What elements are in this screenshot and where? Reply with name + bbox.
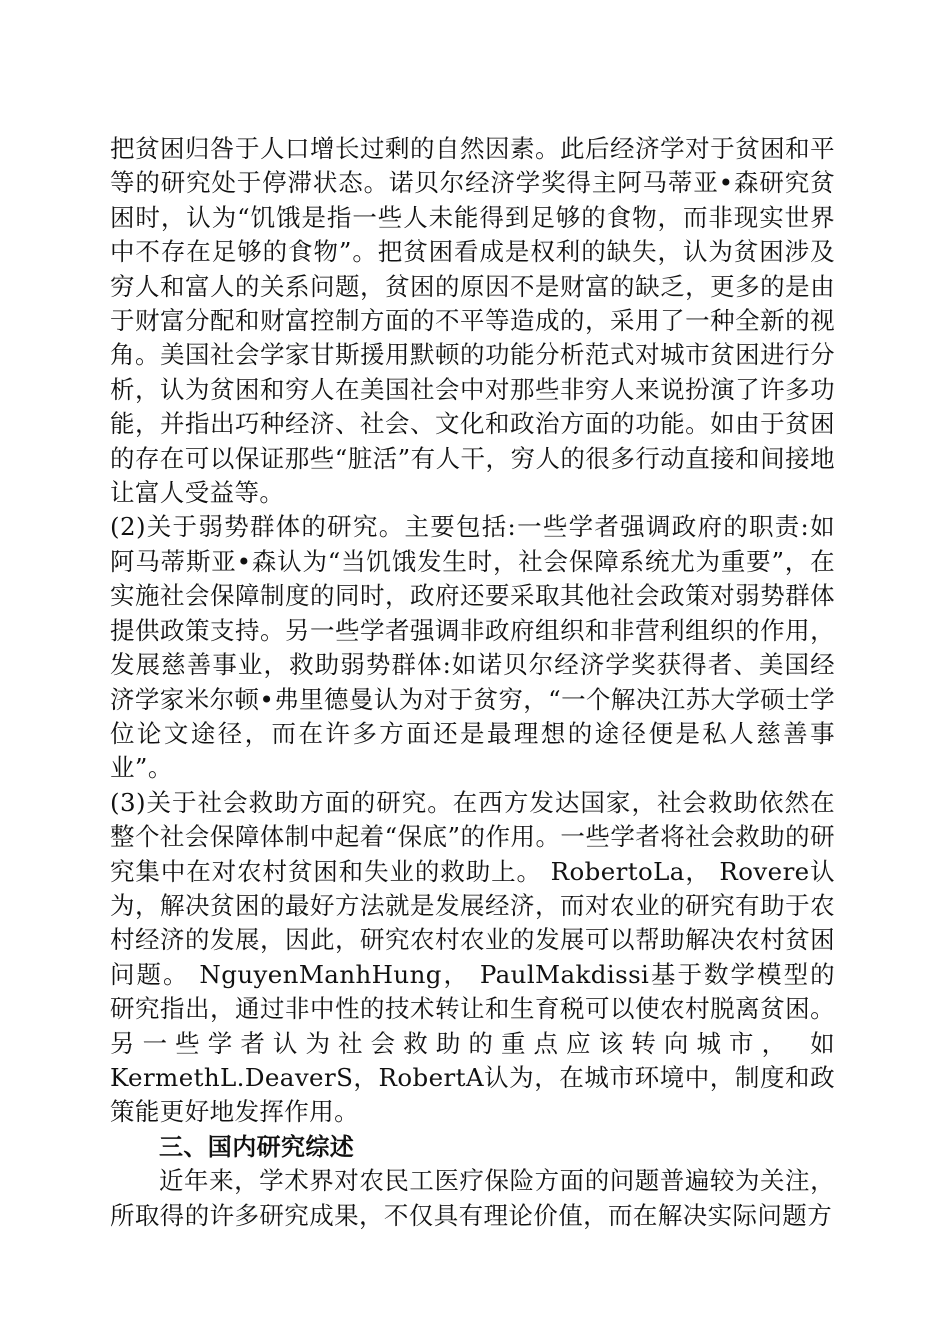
paragraph-poverty-research: 把贫困归咎于人口增长过剩的自然因素。此后经济学对于贫困和平等的研究处于停滞状态。诺贝尔经济学奖得主阿马蒂亚•森研究贫困时，认为“饥饿是指一些人未能得到足够的食物，而非现实世界中不存在足够的食物”。把贫困看成是权利的缺失，认为贫困涉及穷人和富人的关系问题，贫困的原因不是财富的缺乏，更多的是由于财富分配和财富控制方面的不平等造成的，采用了一种全新的视角。美国社会学家甘斯援用默顿的功能分析范式对城市贫困进行分析，认为贫困和穷人在美国社会中对那些非穷人来说扮演了许多功能，并指出巧种经济、社会、文化和政治方面的功能。如由于贫困的存在可以保证那些“脏活”有人干，穷人的很多行动直接和间接地让富人受益等。 xyxy=(110,134,835,508)
document-page xyxy=(110,132,835,1233)
paragraph-social-assistance: (3)关于社会救助方面的研究。在西方发达国家，社会救助依然在整个社会保障体制中起着“保底”的作用。一些学者将社会救助的研究集中在对农村贫困和失业的救助上。 RobertoLa， Rovere认为，解决贫困的最好方法就是发展经济，而对农业的研究有助于农村经济的发展，因此，研究农村农业的发展可以帮助解决农村贫困问题。 NguyenManhHung， PaulMakdissi基于数学模型的研究指出，通过非中性的技术转让和生育税可以使农村脱离贫困。另一些学者认为社会救助的重点应该转向城市， 如KermethL.DeaverS，RobertA认为，在城市环境中，制度和政策能更好地发挥作用。 xyxy=(110,787,835,1127)
section-heading-domestic-review: 三、国内研究综述 xyxy=(159,1132,355,1161)
paragraph-domestic-review: 近年来，学术界对农民工医疗保险方面的问题普遍较为关注，所取得的许多研究成果，不仅具有理论价值，而在解决实际问题方 xyxy=(110,1166,835,1230)
paragraph-vulnerable-groups: (2)关于弱势群体的研究。主要包括:一些学者强调政府的职责:如阿马蒂斯亚•森认为“当饥饿发生时，社会保障系统尤为重要”，在实施社会保障制度的同时，政府还要采取其他社会政策对弱势群体提供政策支持。另一些学者强调非政府组织和非营利组织的作用，发展慈善事业，救助弱势群体:如诺贝尔经济学奖获得者、美国经济学家米尔顿•弗里德曼认为对于贫穷，“一个解决江苏大学硕士学位论文途径，而在许多方面还是最理想的途径便是私人慈善事业”。 xyxy=(110,512,835,783)
